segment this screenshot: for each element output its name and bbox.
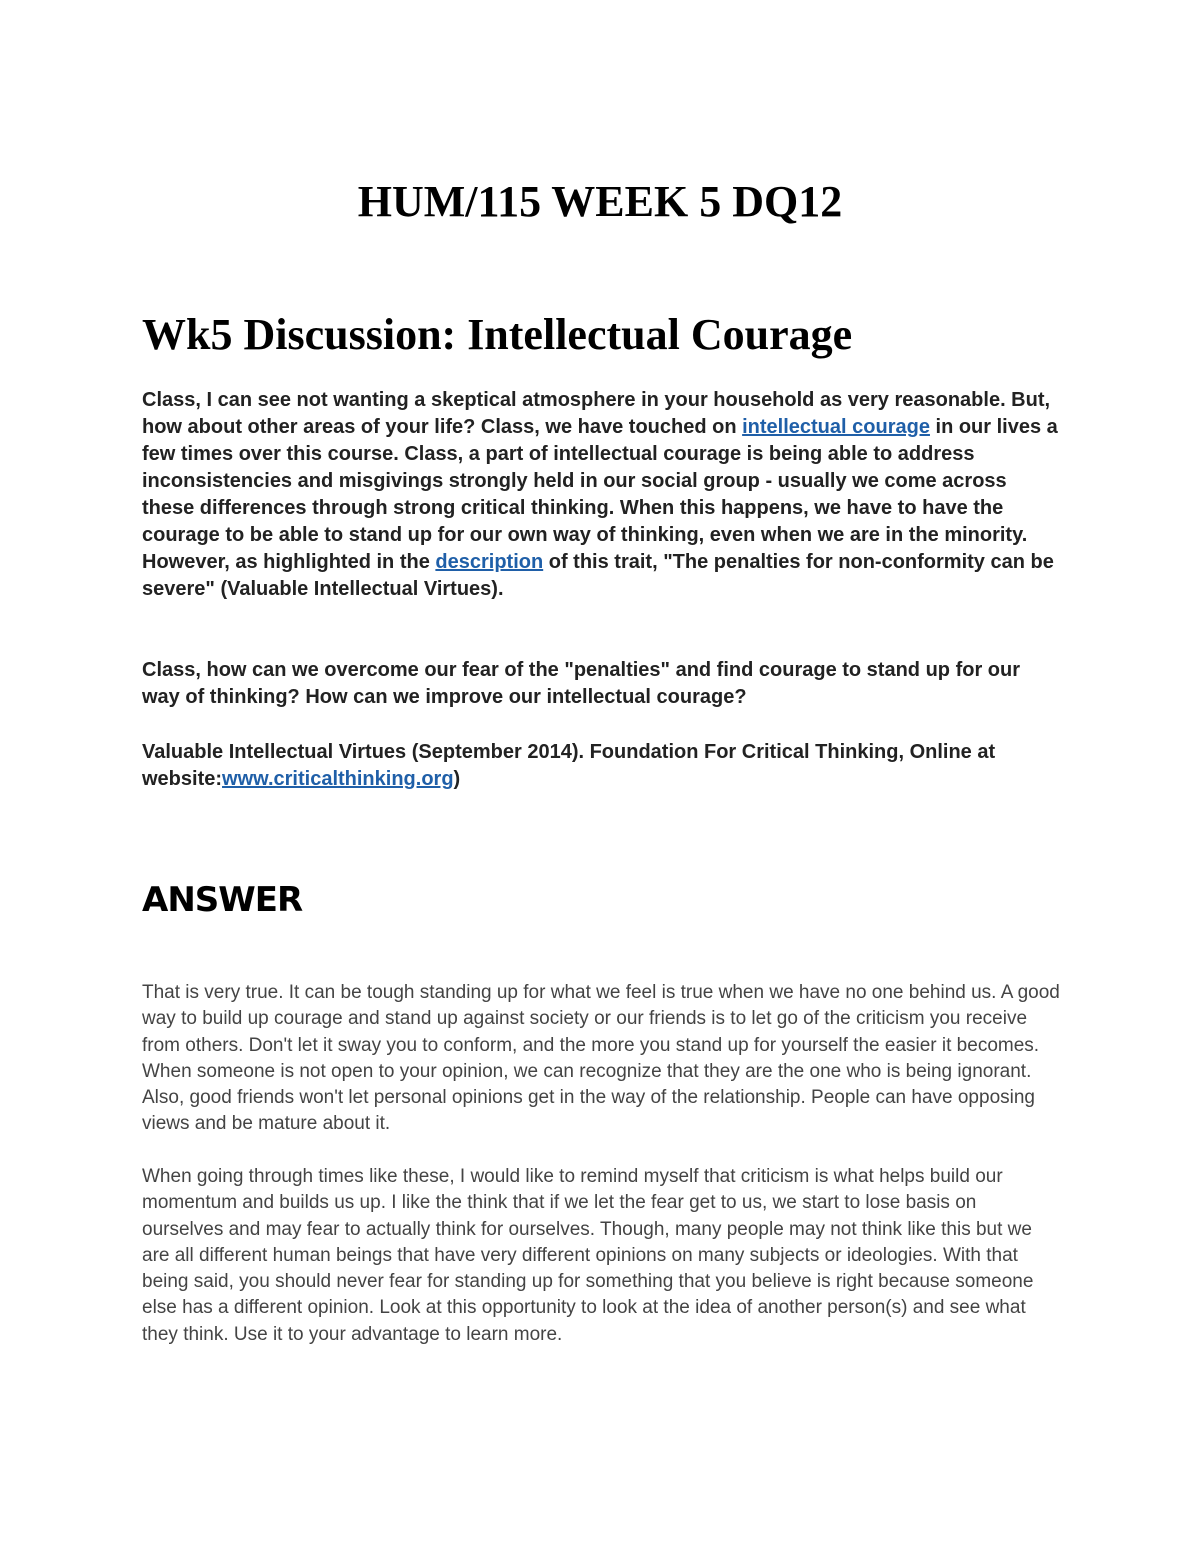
- description-link[interactable]: description: [435, 551, 544, 573]
- prompt-text: of this trait, "The penalties for non-conformity can be severe" (Valuable Intellectual Virtues).: [142, 551, 1054, 600]
- prompt-text: Class, I can see not wanting a skeptical atmosphere in your household as very reasonable. But, how about other areas of your life? Class, we have touched on: [142, 389, 1051, 438]
- document-title: HUM/115 WEEK 5 DQ12: [357, 177, 843, 226]
- prompt-paragraph-2: Class, how can we overcome our fear of the "penalties" and find courage to stand up for our way of thinking? How can we improve our intellectual courage?: [142, 659, 1020, 708]
- citation-close: ): [453, 768, 461, 790]
- answer-paragraph-1: That is very true. It can be tough standing up for what we feel is true when we have no one behind us. A good way to build up courage and stand up against society or our friends is to let go of the criticism you receive from others. Don't let it sway you to conform, and the more you stand up for yourself the easier it becomes. When someone is not open to your opinion, we can recognize that they are the one who is being ignorant. Also, good friends won't let personal opinions get in the way of the relationship. People can have opposing views and be mature about it.: [142, 982, 1060, 1135]
- prompt-paragraph-1: [142, 387, 1062, 603]
- intellectual-courage-link[interactable]: intellectual courage: [742, 416, 930, 438]
- answer-paragraph-2: When going through times like these, I would like to remind myself that criticism is what helps build our momentum and builds us up. I like the think that if we let the fear get to us, we start to lose basis on ourselves and may fear to actually think for ourselves. Though, many people may not think like this but we are all different human beings that have very different opinions on many subjects or ideologies. With that being said, you should never fear for standing up for something that you believe is right because someone else has a different opinion. Look at this opportunity to look at the idea of another person(s) and see what they think. Use it to your advantage to learn more.: [142, 1166, 1034, 1345]
- prompt-text: in our lives a few times over this course. Class, a part of intellectual courage is being able to address inconsistencies and misgivings strongly held in our social group - usually we come across these differences through strong critical thinking. When this happens, we have to have the courage to be able to stand up for our own way of thinking, even when we are in the minority. However, as highlighted in the: [142, 416, 1058, 573]
- answer-heading: ANSWER: [142, 880, 303, 920]
- discussion-heading: Wk5 Discussion: Intellectual Courage: [142, 310, 853, 359]
- citation-text: Valuable Intellectual Virtues (September 2014). Foundation For Critical Thinking, Online at website:: [142, 741, 996, 790]
- citation-paragraph: [142, 739, 1062, 793]
- criticalthinking-link[interactable]: www.criticalthinking.org: [222, 768, 454, 790]
